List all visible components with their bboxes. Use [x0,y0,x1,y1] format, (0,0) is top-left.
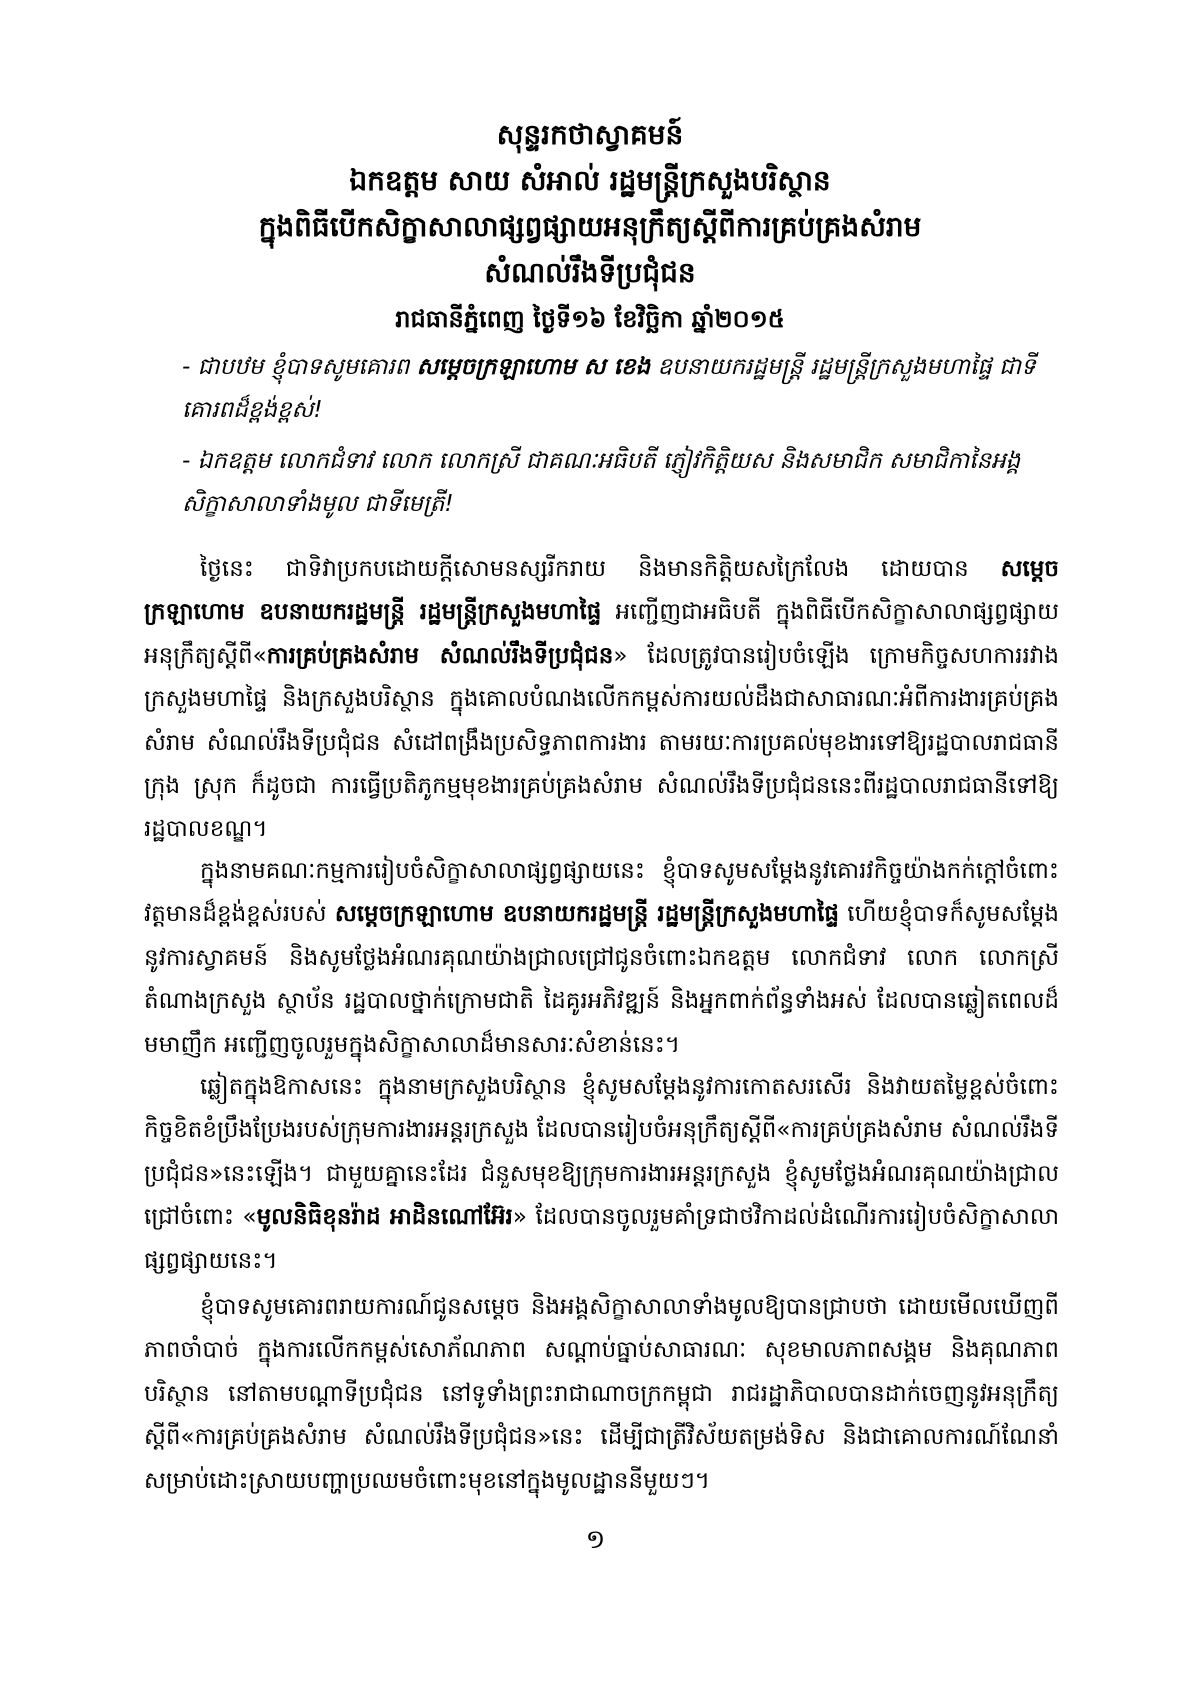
paragraph-4: ខ្ញុំបាទសូមគោរពរាយការណ៍ជូនសម្តេច និងអង្គសិក្ខាសាលាទាំងមូលឱ្យបានជ្រាបថា ដោយមើលឃើញពីភាពចាំបាច់ ក្នុងការលើកកម្ពស់សោភ័ណភាព សណ្តាប់ធ្នាប់សាធារណៈ សុខមាលភាពសង្គម និងគុណភាពបរិស្ថាន នៅតាមបណ្តាទីប្រជុំជន នៅទូទាំងព្រះរាជាណាចក្រកម្ពុជា រាជរដ្ឋាភិបាលបានដាក់ចេញនូវអនុក្រឹត្យស្តីពី«ការគ្រប់គ្រងសំរាម សំណល់រឹងទីប្រជុំជន»នេះ ដើម្បីជាត្រីវិស័យតម្រង់ទិស និងជាគោលការណ៍ណែនាំ សម្រាប់ដោះស្រាយបញ្ហាប្រឈមចំពោះមុខនៅក្នុងមូលដ្ឋាននីមួយៗ។ [144,1294,1059,1494]
paragraph-1-text-b: អញ្ជើញជាអធិបតី ក្នុងពិធីបើកសិក្ខាសាលាផ្សព្វផ្សាយអនុក្រឹត្យស្តីពី« [144,599,1059,669]
greeting-first-honoree: សម្តេចក្រឡាហោម ស ខេង [416,354,651,380]
paragraph-1-text-c: » ដែលត្រូវបានរៀបចំឡើង ក្រោមកិច្ចសហការរវាងក្រសួងមហាផ្ទៃ និងក្រសួងបរិស្ថាន ក្នុងគោលបំណងលើកកម្ពស់ការយល់ដឹងជាសាធារណៈអំពីការងារគ្រប់គ្រងសំរាម សំណល់រឹងទីប្រជុំជន សំដៅពង្រឹងប្រសិទ្ធភាពការងារ តាមរយៈការប្រគល់មុខងារទៅឱ្យរដ្ឋបាលរាជធានី ក្រុង ស្រុក ក៏ដូចជា ការធ្វើប្រតិភូកម្មមុខងារគ្រប់គ្រងសំរាម សំណល់រឹងទីប្រជុំជននេះពីរដ្ឋបាលរាជធានីទៅឱ្យរដ្ឋបាលខណ្ឌ។ [144,642,1059,843]
event-line: ក្នុងពិធីបើកសិក្ខាសាលាផ្សព្វផ្សាយអនុក្រឹត្យស្តីពីការគ្រប់គ្រងសំរាម [258,210,922,243]
paragraph-2-text-b: ហើយខ្ញុំបាទក៏សូមសម្តែងនូវការស្វាគមន៍ និងសូមថ្លែងអំណរគុណយ៉ាងជ្រាលជ្រៅជូនចំពោះឯកឧត្តម លោកជំទាវ លោក លោកស្រី តំណាងក្រសួង ស្ថាប័ន រដ្ឋបាលថ្នាក់ក្រោមជាតិ ដៃគូរអភិវឌ្ឍន៍ និងអ្នកពាក់ព័ន្ធទាំងអស់ ដែលបានឆ្លៀតពេលដ៏មមាញឹក អញ្ជើញចូលរួមក្នុងសិក្ខាសាលាដ៏មានសារៈសំខាន់នេះ។ [144,901,1060,1058]
paragraph-1 [144,548,1059,852]
greeting-first-rest: ឧបនាយករដ្ឋមន្ត្រី រដ្ឋមន្ត្រីក្រសួងមហាផ្ទៃ ជាទីគោរពដ៏ខ្ពង់ខ្ពស់! [182,354,1036,423]
paragraph-2-bold: សម្តេចក្រឡាហោម ឧបនាយករដ្ឋមន្ត្រី រដ្ឋមន្ត្រីក្រសួងមហាផ្ទៃ [334,901,839,928]
page-number: ១ [585,1525,606,1555]
event-line-continued: សំណល់រឹងទីប្រជុំជន [484,256,696,289]
place-date-line: រាជធានីភ្នំពេញ ថ្ងៃទី១៦ ខែវិច្ឆិកា ឆ្នាំ២០១៥ [395,305,785,333]
paragraph-2-text-a: ក្នុងនាមគណៈកម្មការរៀបចំសិក្ខាសាលាផ្សព្វផ្សាយនេះ ខ្ញុំបាទសូមសម្តែងនូវគោរវកិច្ចយ៉ាងកក់ក្តៅចំពោះវត្តមានដ៏ខ្ពង់ខ្ពស់របស់ [144,858,1059,928]
paragraph-1-bold-b: ការគ្រប់គ្រងសំរាម សំណល់រឹងទីប្រជុំជន [266,642,614,669]
paragraph-3 [144,1066,1059,1283]
speech-title-block [150,112,1030,342]
paragraph-3-text-a: ឆ្លៀតក្នុងឱកាសនេះ ក្នុងនាមក្រសួងបរិស្ថាន ខ្ញុំសូមសម្តែងនូវការកោតសរសើរ និងវាយតម្លៃខ្ពស់ចំពោះកិច្ចខិតខំប្រឹងប្រែងរបស់ក្រុមការងារអន្តរក្រសួង ដែលបានរៀបចំអនុក្រឹត្យស្តីពី«ការគ្រប់គ្រងសំរាម សំណល់រឹងទីប្រជុំជន»នេះឡើង។ ជាមួយគ្នានេះដែរ ជំនួសមុខឱ្យក្រុមការងារអន្តរក្រសួង ខ្ញុំសូមថ្លែងអំណរគុណយ៉ាងជ្រាលជ្រៅចំពោះ « [144,1074,1059,1231]
paragraph-3-bold: មូលនិធិខុនរ៉ាដ អាដិនណៅអ៊ែរ [256,1204,513,1231]
paragraph-1-bold-a: សម្តេចក្រឡាហោម ឧបនាយករដ្ឋមន្ត្រី រដ្ឋមន្ត្រីក្រសួងមហាផ្ទៃ [144,556,1059,626]
greeting-second: - ឯកឧត្តម លោកជំទាវ លោក លោកស្រី ជាគណៈអធិបតី ភ្ញៀវកិត្តិយស និងសមាជិក សមាជិកានៃអង្គសិក្ខាសាលាទាំងមូល ជាទីមេត្រី! [182,448,1021,517]
paragraph-3-text-b: » ដែលបានចូលរួមគាំទ្រជាថវិកាដល់ដំណើរការរៀបចំសិក្ខាសាលាផ្សព្វផ្សាយនេះ។ [144,1204,1060,1274]
paragraph-2 [144,850,1059,1067]
greeting-first [182,346,1062,432]
paragraph-1-text-a: ថ្ងៃនេះ ជាទិវាប្រកបដោយក្តីសោមនស្សរីករាយ និងមានកិត្តិយសក្រៃលែង ដោយបាន [200,556,1001,582]
speaker-line: ឯកឧត្តម សាយ សំអាល់ រដ្ឋមន្ត្រីក្រសួងបរិស្ថាន [349,164,831,197]
speech-title: សុន្ទរកថាស្វាគមន៍ [496,118,684,151]
greeting-first-intro: - ជាបឋម ខ្ញុំបាទសូមគោរព [182,354,417,380]
